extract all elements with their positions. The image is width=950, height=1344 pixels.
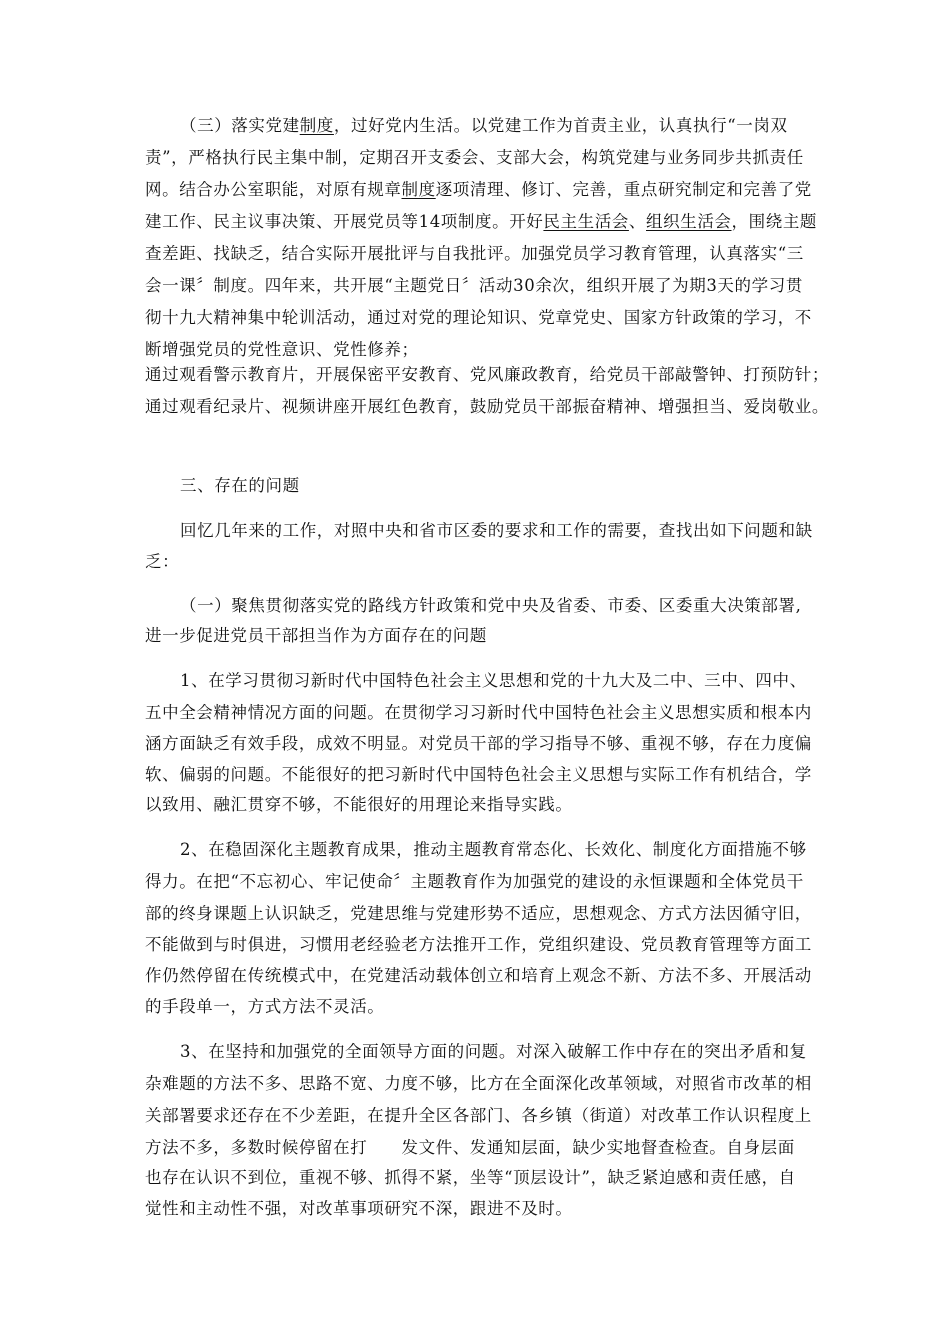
item1-line-3: 涵方面缺乏有效手段，成效不明显。对党员干部的学习指导不够、重视不够，存在力度偏 <box>145 734 812 753</box>
text: 、 <box>628 212 647 231</box>
item3-line-1: 3、在坚持和加强党的全面领导方面的问题。对深入破解工作中存在的突出矛盾和复 <box>180 1042 807 1061</box>
link-zuzhi-shenghuohui[interactable]: 组织生活会 <box>646 212 732 231</box>
p1-line-6: 会一课〞制度。四年来，共开展“主题党日〞活动30余次，组织开展了为期3天的学习贯 <box>145 276 803 295</box>
item3-line-6: 觉性和主动性不强，对改革事项研究不深，跟进不及时。 <box>145 1199 573 1218</box>
p1-line-4 <box>145 212 817 232</box>
p1-line-3 <box>145 180 812 200</box>
item3-line-5: 也存在认识不到位，重视不够、抓得不紧，坐等“顶层设计”，缺乏紧迫感和责任感，自 <box>145 1168 796 1187</box>
p1-line-8: 断增强党员的党性意识、党性修养； <box>145 340 419 359</box>
intro-line-1: 回忆几年来的工作，对照中央和省市区委的要求和工作的需要，查找出如下问题和缺 <box>180 521 813 540</box>
item3-line-4: 方法不多，多数时候停留在打 发文件、发通知层面，缺少实地督查检查。自身层面 <box>145 1138 795 1157</box>
text: ，过好党内生活。以党建工作为首责主业，认真执行“一岗双 <box>333 116 788 135</box>
p1-line-9: 通过观看警示教育片，开展保密平安教育、党风廉政教育，给党员干部敲警钟、打预防针； <box>145 365 829 384</box>
p1-line-10: 通过观看纪录片、视频讲座开展红色教育，鼓励党员干部振奋精神、增强担当、爱岗敬业。 <box>145 397 829 416</box>
text: 建工作、民主议事决策、开展党员等14项制度。开好 <box>145 212 544 231</box>
link-minzhu-shenghuohui[interactable]: 民主生活会 <box>543 212 629 231</box>
text: （三）落实党建 <box>180 116 300 135</box>
sub1-line-1: （一）聚焦贯彻落实党的路线方针政策和党中央及省委、市委、区委重大决策部署, <box>180 596 802 615</box>
item2-line-1: 2、在稳固深化主题教育成果，推动主题教育常态化、长效化、制度化方面措施不够 <box>180 840 807 859</box>
text: ，围绕主题 <box>731 212 818 231</box>
text: 逐项清理、修订、完善，重点研究制定和完善了党 <box>435 180 812 199</box>
item1-line-4: 软、偏弱的问题。不能很好的把习新时代中国特色社会主义思想与实际工作有机结合，学 <box>145 765 812 784</box>
item1-line-1: 1、在学习贯彻习新时代中国特色社会主义思想和党的十九大及二中、三中、四中、 <box>180 671 807 690</box>
p1-line-5: 查差距、找缺乏，结合实际开展批评与自我批评。加强党员学习教育管理，认真落实“三 <box>145 244 804 263</box>
item3-line-3: 关部署要求还存在不少差距，在提升全区各部门、各乡镇（街道）对改革工作认识程度上 <box>145 1106 812 1125</box>
item1-line-5: 以致用、融汇贯穿不够，不能很好的用理论来指导实践。 <box>145 795 573 814</box>
item2-line-3: 部的终身课题上认识缺乏，党建思维与党建形势不适应，思想观念、方式方法因循守旧， <box>145 904 812 923</box>
item2-line-4: 不能做到与时俱进，习惯用老经验老方法推开工作，党组织建设、党员教育管理等方面工 <box>145 935 812 954</box>
item2-line-6: 的手段单一，方式方法不灵活。 <box>145 997 385 1016</box>
sub1-line-2: 进一步促进党员干部担当作为方面存在的问题 <box>145 626 487 645</box>
text: 网。结合办公室职能，对原有规章 <box>145 180 402 199</box>
item3-line-2: 杂难题的方法不多、思路不宽、力度不够，比方在全面深化改革领域，对照省市改革的相 <box>145 1074 812 1093</box>
p1-line-7: 彻十九大精神集中轮训活动，通过对党的理论知识、党章党史、国家方针政策的学习，不 <box>145 308 812 327</box>
item2-line-5: 作仍然停留在传统模式中，在党建活动载体创立和培育上观念不新、方法不多、开展活动 <box>145 966 812 985</box>
item2-line-2: 得力。在把“不忘初心、牢记使命〞主题教育作为加强党的建设的永恒课题和全体党员干 <box>145 872 804 891</box>
text-underlined: 制度 <box>401 180 436 199</box>
intro-line-2: 乏： <box>145 552 180 571</box>
item1-line-2: 五中全会精神情况方面的问题。在贯彻学习习新时代中国特色社会主义思想实质和根本内 <box>145 703 812 722</box>
p1-line-2: 责”，严格执行民主集中制，定期召开支委会、支部大会，构筑党建与业务同步共抓责任 <box>145 148 804 167</box>
section-heading: 三、存在的问题 <box>180 476 300 495</box>
text-underlined: 制度 <box>299 116 334 135</box>
p1-line-1 <box>180 116 788 136</box>
